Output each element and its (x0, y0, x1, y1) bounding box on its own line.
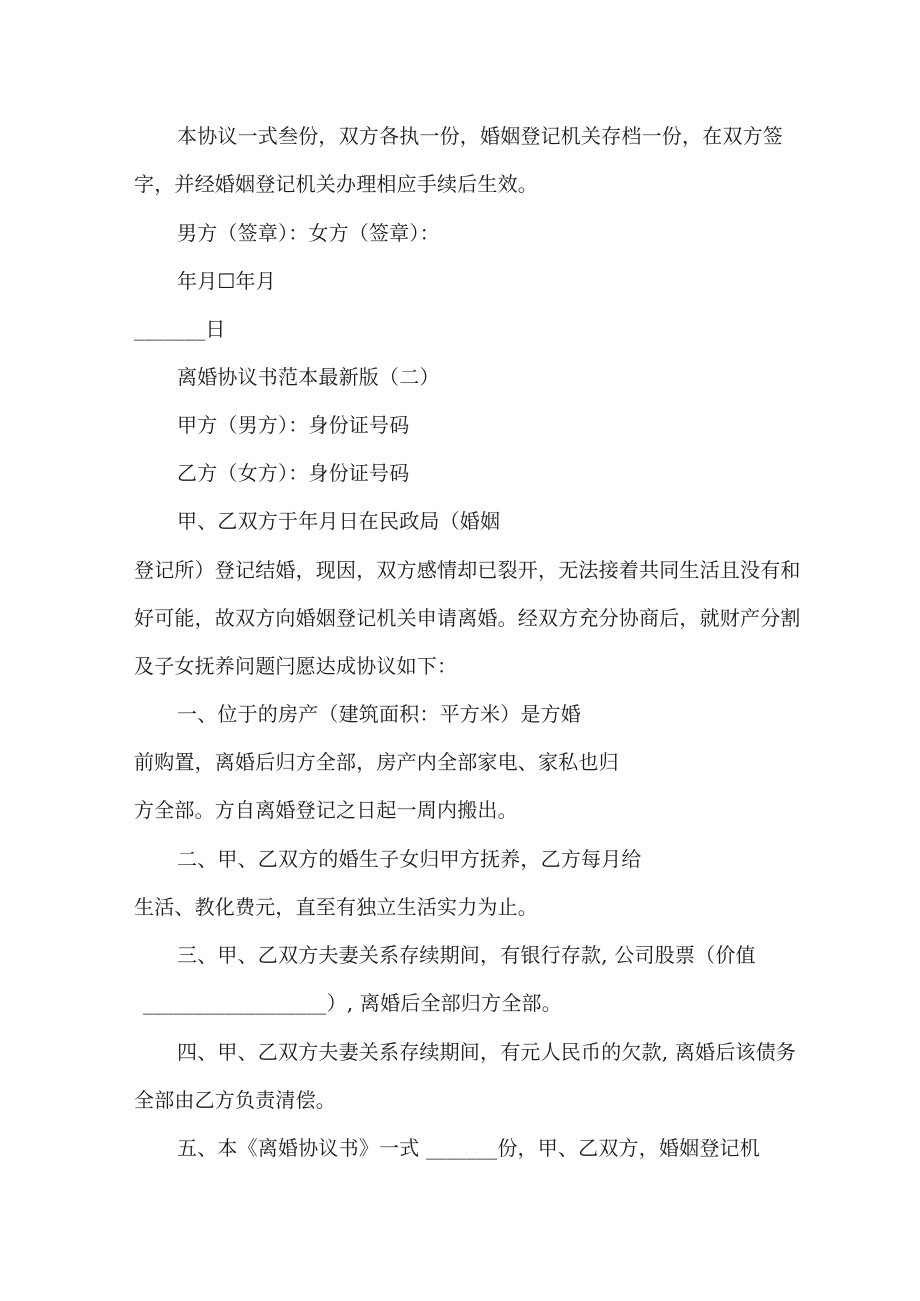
party-b-line: 乙方（女方）：身份证号码 (177, 461, 410, 485)
clause-4-line-1: 四、甲、乙双方夫妻关系存续期间，有元人民币的欠款, 离婚后该债务 (177, 1040, 797, 1064)
paragraph-line-5: 好可能，故双方向婚姻登记机关申请离婚。经双方充分协商后，就财产分割 (134, 606, 801, 630)
clause-3-line-1: 三、甲、乙双方夫妻关系存续期间，有银行存款, 公司股票（价值 (177, 943, 756, 967)
paragraph-line-1: 本协议一式叁份，双方各执一份，婚姻登记机关存档一份，在双方签 (177, 124, 783, 148)
clause-2-line-2: 生活、教化费元，直至有独立生活实力为止。 (134, 895, 538, 919)
paragraph-line-2: 字，并经婚姻登记机关办理相应手续后生效。 (134, 172, 538, 196)
clause-1-line-3: 方全部。方自离婚登记之日起一周内搬出。 (134, 798, 518, 822)
day-blank-line: _______日 (134, 317, 226, 341)
clause-1-line-2: 前购置，离婚后归方全部，房产内全部家电、家私也归 (134, 750, 619, 774)
clause-2-line-1: 二、甲、乙双方的婚生子女归甲方抚养，乙方每月给 (177, 847, 642, 871)
paragraph-line-4: 登记所）登记结婚，现因，双方感情却已裂开，无法接着共同生活且没有和 (134, 558, 801, 582)
signature-line: 男方（签章）：女方（签章）： (177, 221, 440, 245)
paragraph-line-6: 及子女抚养问题闩愿达成协议如下： (134, 654, 458, 678)
date-line: 年月☐年月 (177, 269, 276, 293)
clause-4-line-2: 全部由乙方负责清偿。 (134, 1088, 336, 1112)
section-title: 离婚协议书范本最新版（二） (177, 365, 440, 389)
clause-5-line-1: 五、本《离婚协议书》一式 _______份，甲、乙双方，婚姻登记机 (177, 1136, 760, 1160)
paragraph-line-3: 甲、乙双方于年月日在民政局（婚姻 (177, 509, 501, 533)
clause-1-line-1: 一、位于的房产（建筑面积：平方米）是方婚 (177, 702, 581, 726)
party-a-line: 甲方（男方）：身份证号码 (177, 413, 410, 437)
clause-3-line-2: __________________）, 离婚后全部归方全部。 (143, 991, 562, 1015)
